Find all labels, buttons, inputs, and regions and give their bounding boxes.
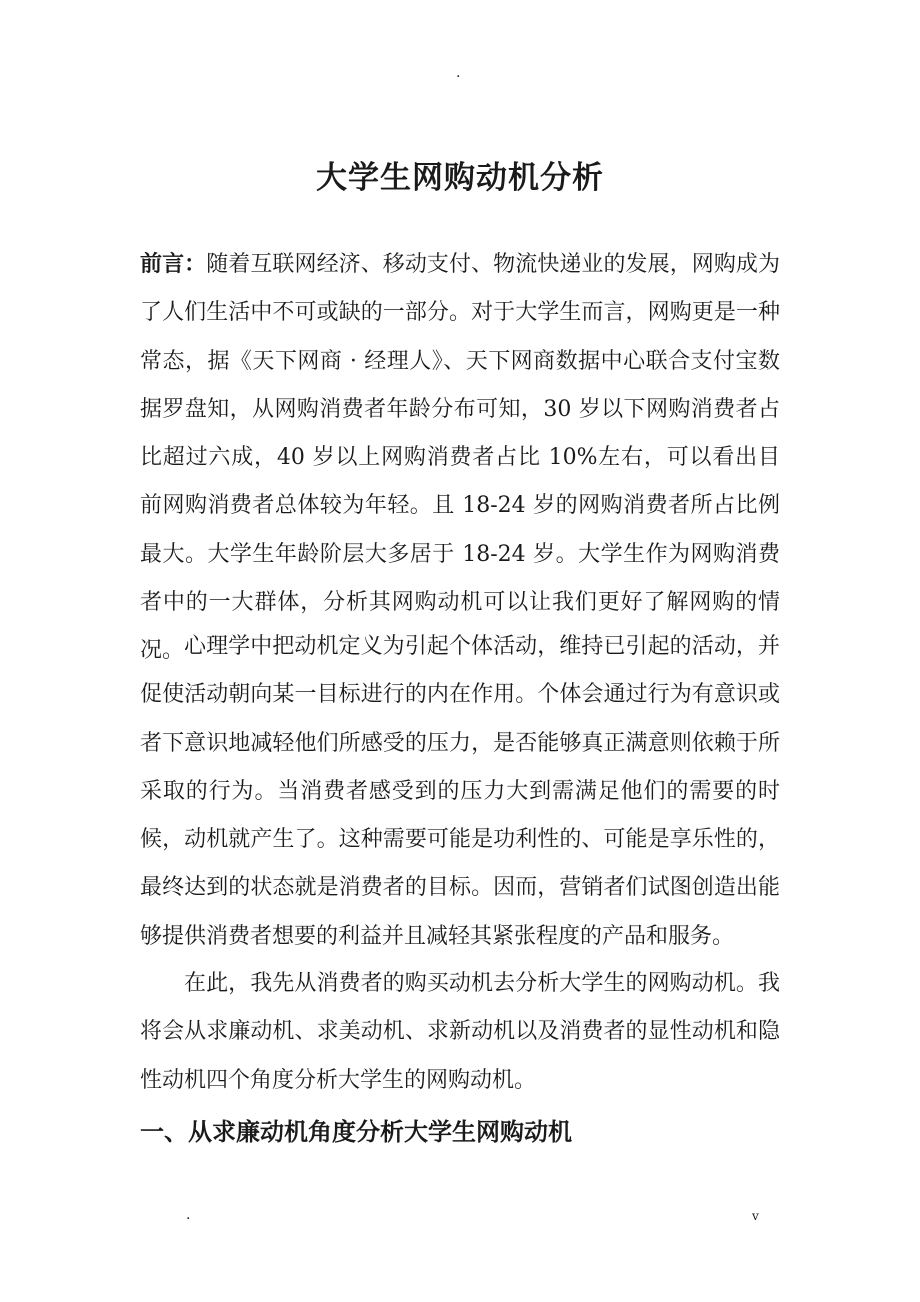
header-dot: .: [456, 65, 461, 81]
paragraph-motivation-definition: 心理学中把动机定义为引起个体活动，维持已引起的活动，并促使活动朝向某一目标进行的内在作用。个体会通过行为有意识或者下意识地减轻他们所感受的压力，是否能够真正满意则依赖于所采取的行为。当消费者感受到的压力大到需满足他们的需要的时候，动机就产生了。这种需要可能是功利性的、可能是享乐性的，最终达到的状态就是消费者的目标。因而，营销者们试图创造出能够提供消费者想要的利益并且减轻其紧张程度的产品和服务。: [140, 634, 780, 949]
intro-text: 随着互联网经济、移动支付、物流快递业的发展，网购成为了人们生活中不可或缺的一部分。对于大学生而言，网购更是一种常态，据《天下网商 · 经理人》、天下网商数据中心联合支付宝数据罗盘知，从网购消费者年龄分布可知，30 岁以下网购消费者占比超过六成，40 岁以上网购消费者占比 10%左右，可以看出目前网购消费者总体较为年轻。且 18-24 岁的网购消费者所占比例最大。大学生年龄阶层大多居于 18-24 岁。大学生作为网购消费者中的一大群体，分析其网购动机可以让我们更好了解网购的情况。: [140, 252, 780, 664]
page-title: 大学生网购动机分析: [316, 160, 604, 196]
footer-dot: .: [186, 1207, 191, 1223]
section-heading: 一、从求廉动机角度分析大学生网购动机: [140, 1117, 572, 1146]
footer-mark: v: [752, 1209, 759, 1223]
paragraph-analysis-plan: 在此，我先从消费者的购买动机去分析大学生的网购动机。我将会从求廉动机、求美动机、求新动机以及消费者的显性动机和隐性动机四个角度分析大学生的网购动机。: [140, 971, 780, 1093]
intro-paragraph: [140, 240, 780, 676]
intro-label: 前言：: [140, 251, 207, 277]
